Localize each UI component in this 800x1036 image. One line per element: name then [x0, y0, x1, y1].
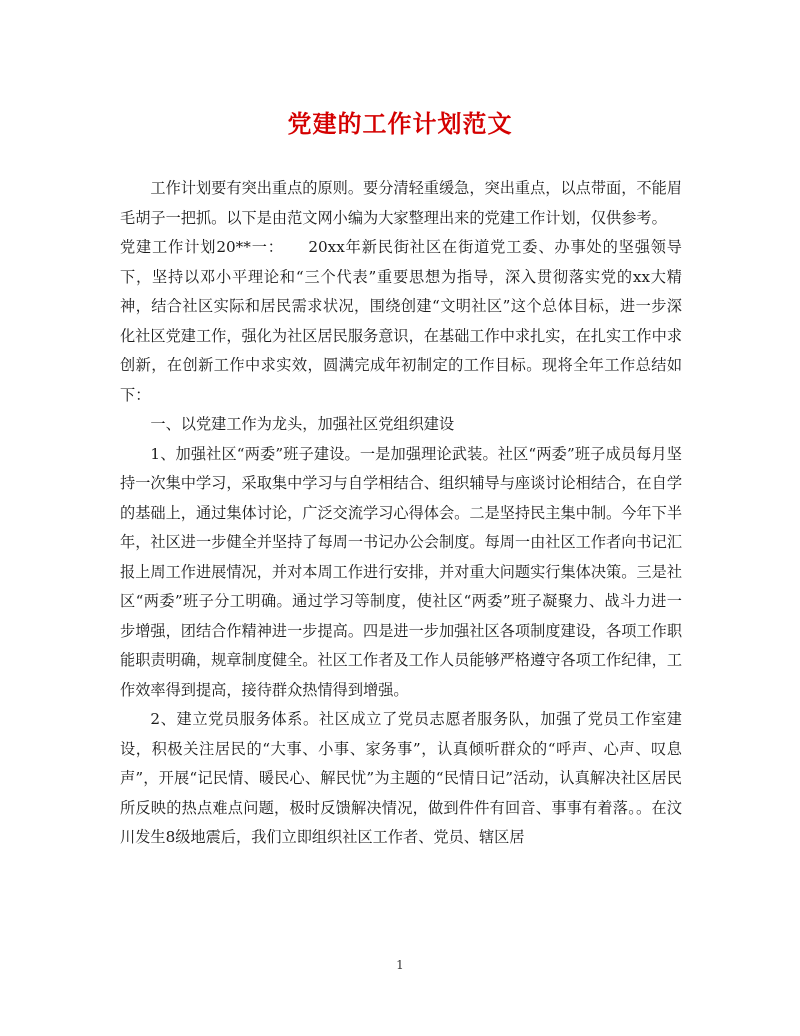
paragraph-item-2: 2、建立党员服务体系。社区成立了党员志愿者服务队，加强了党员工作室建设，积极关注居民的“大事、小事、家务事”，认真倾听群众的“呼声、心声、叹息声”，开展“记民情、暖民心、解民忧”为主题的“民情日记”活动，认真解决社区居民所反映的热点难点问题，极时反馈解决情况，做到件件有回音、事事有着落。。在汶川发生8级地震后，我们立即组织社区工作者、党员、辖区居	[120, 710, 682, 846]
section-heading-1: 一、以党建工作为龙头，加强社区党组织建设	[150, 415, 455, 433]
paragraph-plan-overview: 党建工作计划20**一： 20xx年新民街社区在街道党工委、办事处的坚强领导下，坚持以邓小平理论和“三个代表”重要思想为指导，深入贯彻落实党的xx大精神，结合社区实际和居民需求状况，围绕创建“文明社区”这个总体目标，进一步深化社区党建工作，强化为社区居民服务意识，在基础工作中求扎实，在扎实工作中求创新，在创新工作中求实效，圆满完成年初制定的工作目标。现将全年工作总结如下：	[120, 238, 682, 404]
paragraph-intro: 工作计划要有突出重点的原则。要分清轻重缓急，突出重点，以点带面，不能眉毛胡子一把抓。以下是由范文网小编为大家整理出来的党建工作计划，仅供参考。	[120, 179, 682, 227]
page-number: 1	[396, 958, 404, 972]
document-title: 党建的工作计划范文	[287, 109, 513, 138]
document-body	[120, 174, 682, 853]
paragraph-item-1: 1、加强社区“两委”班子建设。一是加强理论武装。社区“两委”班子成员每月坚持一次集中学习，采取集中学习与自学相结合、组织辅导与座谈讨论相结合，在自学的基础上，通过集体讨论，广泛交流学习心得体会。二是坚持民主集中制。今年下半年，社区进一步健全并坚持了每周一书记办公会制度。每周一由社区工作者向书记汇报上周工作进展情况，并对本周工作进行安排，并对重大问题实行集体决策。三是社区“两委”班子分工明确。通过学习等制度，使社区“两委”班子凝聚力、战斗力进一步增强，团结合作精神进一步提高。四是进一步加强社区各项制度建设，各项工作职能职责明确，规章制度健全。社区工作者及工作人员能够严格遵守各项工作纪律，工作效率得到提高，接待群众热情得到增强。	[120, 444, 682, 699]
